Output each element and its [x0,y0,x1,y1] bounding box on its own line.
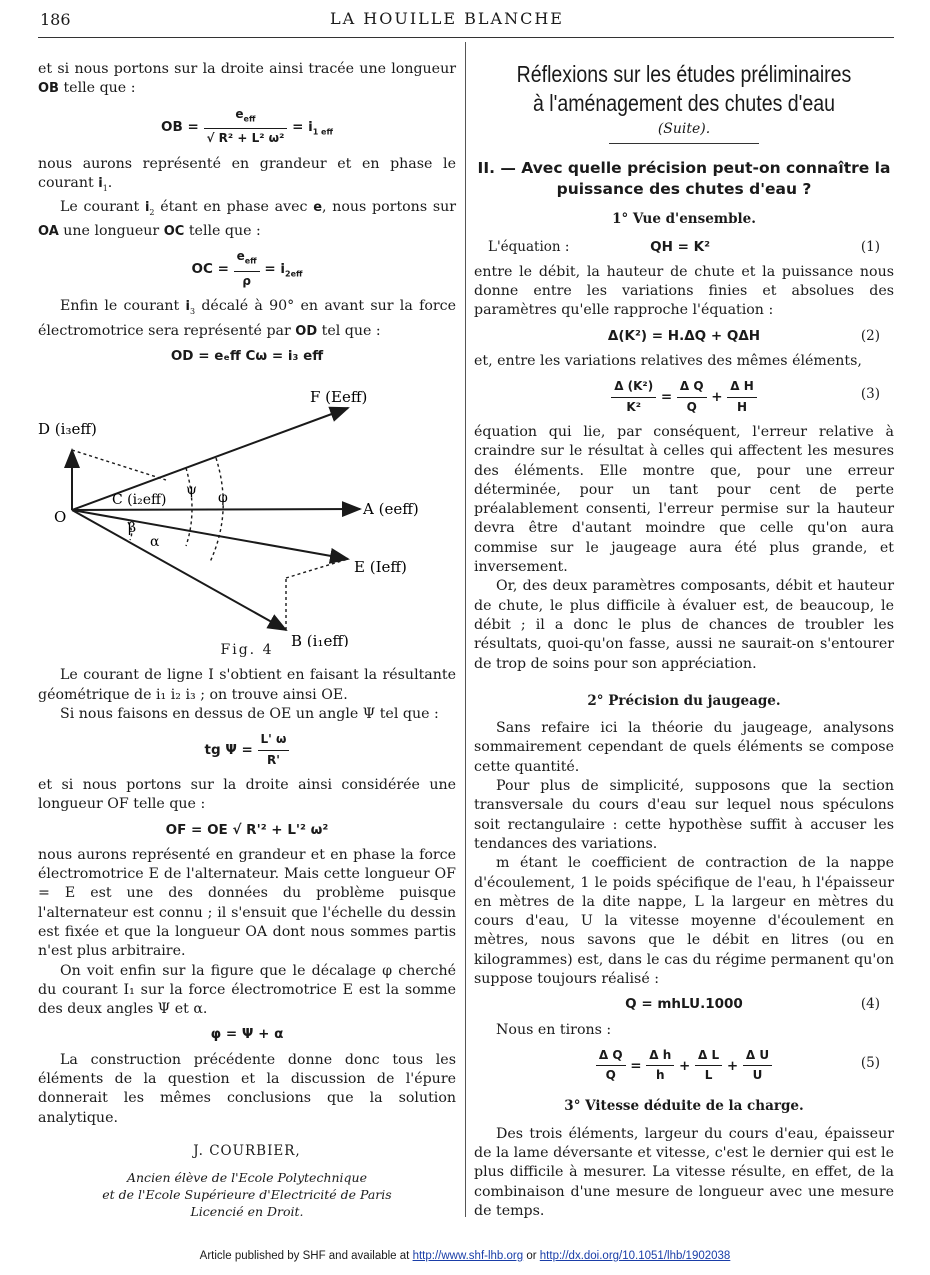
equation-od: OD = eₑff Cω = i₃ eff [170,347,324,364]
label-c: C (i₂eff) [112,492,167,509]
figure-caption: Fig. 4 [220,642,274,659]
equation-of: OF = OE √ R'² + L'² ω² [165,821,329,838]
paragraph: La construction précédente donne donc tous les éléments de la question et la discussion de l'épure donnerait les mêmes conclusions que la solution analytique. [38,1051,456,1126]
label-e: E (Ieff) [354,558,407,577]
label-beta: β [128,520,137,537]
article-title: Réflexions sur les études préliminaires à l'aménagement des chutes d'eau [516,61,852,116]
paragraph: Le courant de ligne I s'obtient en faisant la résultante géométrique de i₁ i₂ i₃ ; on trouve ainsi OE. [38,667,456,703]
equation-tg: tg Ψ = $\frac{L' \omega}{R'}$ [38,730,456,770]
paragraph: Nous en tirons : [496,1021,612,1038]
label-a: A (eeff) [363,500,419,519]
paragraph: entre le débit, la hauteur de chute et la puissance nous donne entre les variations finies et absolues des paramètres qu'elle rapproche l'équation : [474,263,894,319]
paragraph: et si nous portons sur la droite ainsi considérée une longueur OF telle que : [38,776,456,813]
paragraph: équation qui lie, par conséquent, l'erreur relative à craindre sur le résultat à celles qui affectent les mesures des éléments. Elle montre que, pour une erreur déterminée, pour un tant pour cent de perte préalablement consenti, l'erreur permise sur la hauteur devra être d'autant moindre que celle qu'on aura commise sur le jaugeage aura été plus grande, et inversement. [474,423,894,576]
equation-phi: φ = Ψ + α [210,1026,284,1043]
author-signature: J. COURBIER, [193,1142,301,1159]
paragraph: Sans refaire ici la théorie du jaugeage, analysons sommairement cependant de quels éléments se compose cette quantité. [474,720,894,775]
vector-oe [72,510,348,559]
subsection-heading: 1° Vue d'ensemble. [612,211,756,228]
paragraph: et, entre les variations relatives des mêmes éléments, [474,353,862,370]
vector-oa [72,509,360,510]
left-column [38,60,456,1220]
equation-4: Q = mhLU.1000 (4) [625,996,880,1013]
equation-3: $\frac{\text{Δ (K²)}}{\text{K²}}$ = $\frac{\text{Δ Q}}{Q}$ + $\frac{\text{Δ H}}{H}$ (3) [474,377,894,417]
label-b: B (i₁eff) [291,632,349,648]
label-psi: ψ [186,482,197,499]
paragraph: et si nous portons sur la droite ainsi tracée une longueur OB telle que : [38,61,456,97]
paragraph: nous aurons représenté en grandeur et en phase le courant $i_1$. [38,155,456,193]
paragraph: Enfin le courant $i_3$ décalé à 90° en avant sur la force électromotrice sera représenté par OD tel que : [38,298,456,339]
running-head: LA HOUILLE BLANCHE [330,9,564,28]
page-header [0,0,930,48]
page-footer: Article published by SHF and available at http://www.shf-lhb.org or http://dx.doi.org/10.1051/lhb/1902038 [199,1250,731,1262]
equation-oc: OC = $\frac{e_{eff}}{\rho}$ = $i_{2eff}$ [191,249,303,289]
label-phi: φ [218,490,228,507]
link-shf[interactable]: http://www.shf-lhb.org [412,1250,524,1262]
subsection-heading: 2° Précision du jaugeage. [587,692,781,709]
label-o: O [54,508,67,527]
article-suite: (Suite). [657,121,711,137]
paragraph: Le courant $i_2$ étant en phase avec e, nous portons sur OA une longueur OC telle que : [38,199,457,240]
equation-1: L'équation : QH = K² (1) [488,238,880,255]
header-rule [38,37,894,38]
paragraph: Des trois éléments, largeur du cours d'eau, épaisseur de la lame déversante et vitesse, c'est le dernier qui est le plus difficile à mesurer. La vitesse résulte, en effet, de la combinaison d'une mesure de longueur avec une mesure de temps. [474,1125,894,1219]
paragraph: On voit enfin sur la figure que le décalage φ cherché du courant I₁ sur la force électromotrice E est la somme des deux angles Ψ et α. [38,962,456,1018]
figure-4 [38,372,456,647]
title-rule [609,143,759,144]
paragraph: Or, des deux paramètres composants, débit et hauteur de chute, le plus difficile à évaluer est, de beaucoup, le débit ; il a donc le plus de chances de troubler les résultats, quoi-qu'on fasse, aussi ne saurait-on s'entourer de trop de soins pour son appréciation. [474,578,894,672]
vector-diagram [38,372,456,647]
equation-5: $\frac{\text{Δ Q}}{Q}$ = $\frac{\text{Δ h}}{h}$ + $\frac{\text{Δ L}}{L}$ + $\frac{\text{Δ U}}{U}$ (5) [474,1046,894,1086]
label-d: D (i₃eff) [38,420,97,439]
column-rule [465,42,466,1217]
paragraph: nous aurons représenté en grandeur et en phase la force électromotrice E de l'alternateur. Mais cette longueur OF = E est une des données du problème puisque l'alternateur est connu ; il s'ensuit que l'échelle du dessin est fixée et que la longueur OA dont nous sommes partis n'est plus arbitraire. [38,846,456,960]
right-column [474,60,894,1221]
label-alpha: α [150,534,160,551]
author-affiliation: Ancien élève de l'Ecole Polytechnique et de l'Ecole Supérieure d'Electricité de Paris Licencié en Droit. [102,1170,392,1220]
page-number: 186 [40,10,71,29]
label-f: F (Eeff) [310,388,368,407]
equation-ob: OB = $\frac{e_{eff}}{\text{√ R² + L² ω²}}$ = $i_{1 eff}$ [161,106,333,146]
link-doi[interactable]: http://dx.doi.org/10.1051/lhb/1902038 [539,1250,731,1262]
paragraph: Pour plus de simplicité, supposons que la section transversale du cours d'eau sur lequel nous spéculons soit rectangulaire : cette hypothèse suffit à accuser les tendances des variations. [474,778,894,852]
equation-2: Δ(K²) = H.ΔQ + QΔH (2) [607,327,880,344]
subsection-heading: 3° Vitesse déduite de la charge. [564,1098,804,1115]
paragraph: Si nous faisons en dessus de OE un angle Ψ tel que : [60,706,439,723]
section-heading: II. — Avec quelle précision peut-on connaître la puissance des chutes d'eau ? [477,159,891,199]
paragraph: m étant le coefficient de contraction de la nappe d'écoulement, 1 le poids spécifique de l'eau, h l'épaisseur en mètres de la dite nappe, L la largeur en mètres du cours d'eau, U la vitesse moyenne d'écoulement en mètres, nous savons que le débit en litres (ou en kilogrammes) est, dans le cas du régime permanent qu'on suppose toujours réalisé : [474,855,894,987]
